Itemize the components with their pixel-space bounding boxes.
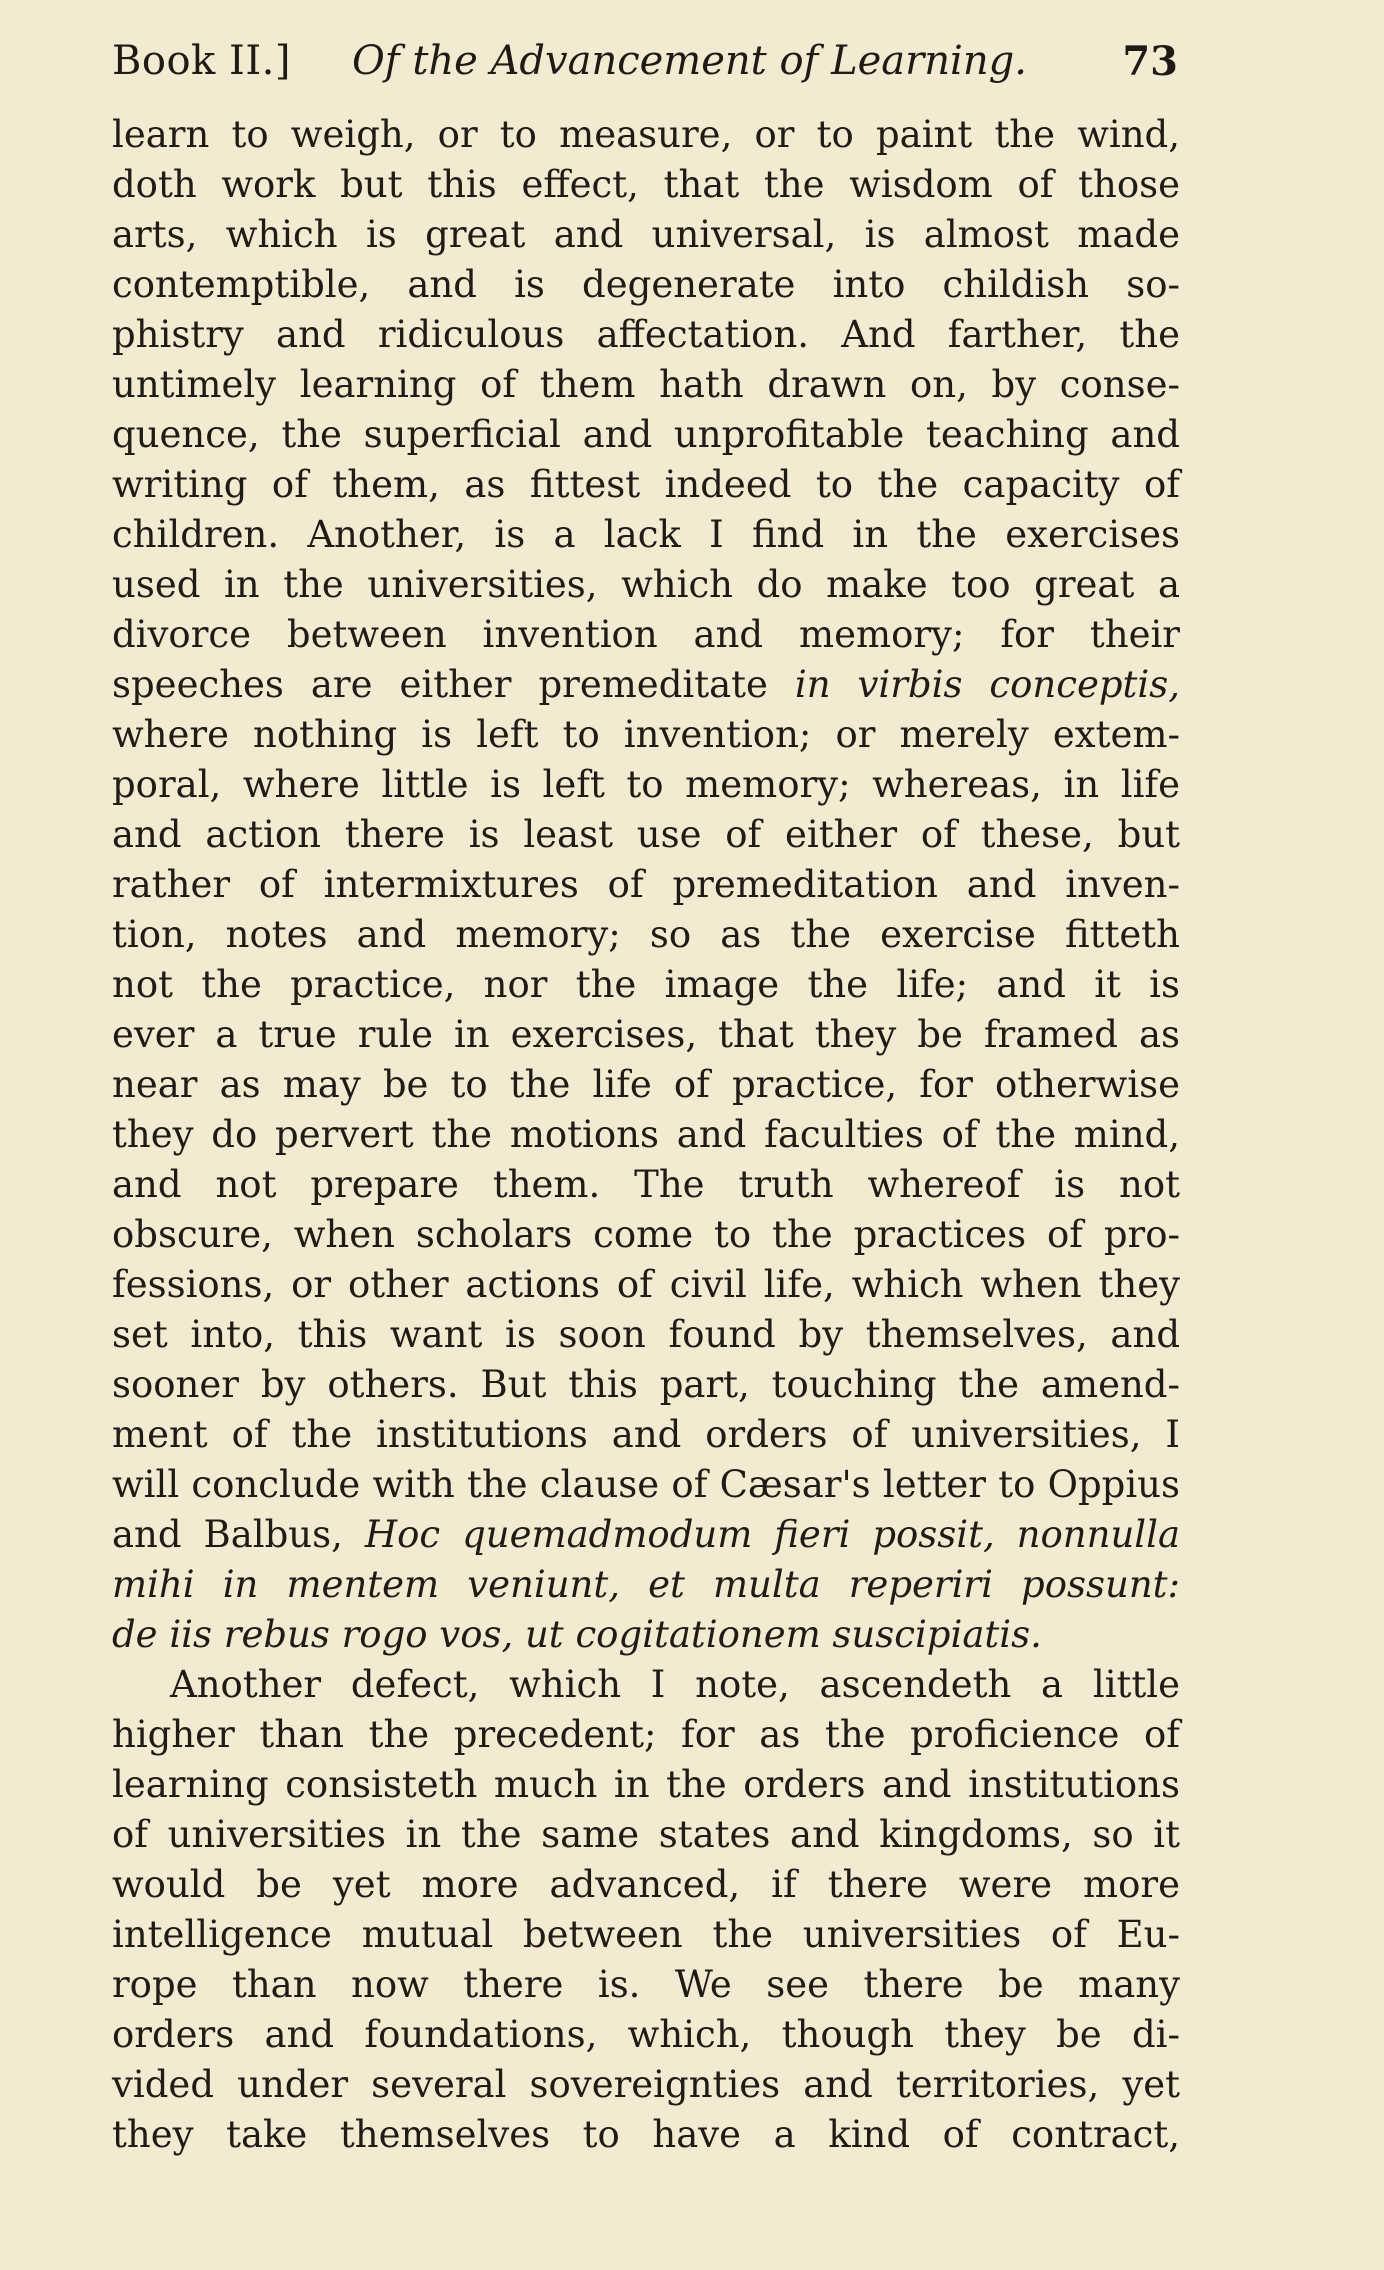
- text-line: poral, where little is left to memory; whereas, in life: [112, 763, 1180, 806]
- text-line: arts, which is great and universal, is almost made: [112, 213, 1180, 256]
- text-line: of universities in the same states and kingdoms, so it: [112, 1813, 1180, 1856]
- page-number: 73: [1122, 38, 1178, 85]
- text-line: ment of the institutions and orders of universities, I: [112, 1413, 1180, 1456]
- text-line: higher than the precedent; for as the proficience of: [112, 1713, 1180, 1756]
- roman-text: speeches are either premeditate: [112, 663, 795, 706]
- text-line: children. Another, is a lack I find in the exercises: [112, 513, 1180, 556]
- text-line: contemptible, and is degenerate into childish so-: [112, 263, 1180, 306]
- text-line: doth work but this effect, that the wisdom of those: [112, 163, 1180, 206]
- text-line: not the practice, nor the image the life; and it is: [112, 963, 1180, 1006]
- text-line: near as may be to the life of practice, for otherwise: [112, 1063, 1180, 1106]
- running-header: [112, 30, 1178, 100]
- text-line: used in the universities, which do make too great a: [112, 563, 1180, 606]
- latin-quotation: de iis rebus rogo vos, ut cogitationem suscipiatis.: [112, 1613, 1042, 1656]
- latin-quotation: in virbis conceptis,: [794, 663, 1180, 706]
- text-line: untimely learning of them hath drawn on, by conse-: [112, 363, 1180, 406]
- text-line: rope than now there is. We see there be many: [112, 1963, 1180, 2006]
- text-line: will conclude with the clause of Cæsar's letter to Oppius: [112, 1463, 1180, 1506]
- book-label: Book II.]: [112, 38, 291, 84]
- text-line: sooner by others. But this part, touching the amend-: [112, 1363, 1180, 1406]
- text-line: Another defect, which I note, ascendeth a little: [170, 1663, 1180, 1706]
- text-line: divorce between invention and memory; for their: [112, 613, 1180, 656]
- text-line: obscure, when scholars come to the practices of pro-: [112, 1213, 1180, 1256]
- text-line: [112, 660, 1180, 710]
- text-line: where nothing is left to invention; or merely extem-: [112, 713, 1180, 756]
- text-line: [112, 1610, 1180, 1660]
- text-line: set into, this want is soon found by themselves, and: [112, 1313, 1180, 1356]
- text-line: [112, 1510, 1180, 1560]
- roman-text: and Balbus,: [112, 1513, 365, 1556]
- body-text: [112, 110, 1180, 2160]
- text-line: vided under several sovereignties and territories, yet: [112, 2063, 1180, 2106]
- text-line: writing of them, as fittest indeed to the capacity of: [112, 463, 1180, 506]
- latin-quotation: mihi in mentem veniunt, et multa reperiri possunt:: [112, 1563, 1180, 1606]
- text-line: would be yet more advanced, if there were more: [112, 1863, 1180, 1906]
- running-title: Of the Advancement of Learning.: [352, 38, 1027, 84]
- text-line: fessions, or other actions of civil life, which when they: [112, 1263, 1180, 1306]
- text-line: orders and foundations, which, though they be di-: [112, 2013, 1180, 2056]
- text-line: phistry and ridiculous affectation. And farther, the: [112, 313, 1180, 356]
- text-line: they do pervert the motions and faculties of the mind,: [112, 1113, 1180, 1156]
- text-line: learn to weigh, or to measure, or to paint the wind,: [112, 113, 1180, 156]
- text-line: learning consisteth much in the orders and institutions: [112, 1763, 1180, 1806]
- text-line: rather of intermixtures of premeditation and inven-: [112, 863, 1180, 906]
- text-line: intelligence mutual between the universities of Eu-: [112, 1913, 1180, 1956]
- text-line: and action there is least use of either of these, but: [112, 813, 1180, 856]
- text-line: quence, the superficial and unprofitable teaching and: [112, 413, 1180, 456]
- text-line: and not prepare them. The truth whereof is not: [112, 1163, 1180, 1206]
- text-line: tion, notes and memory; so as the exercise fitteth: [112, 913, 1180, 956]
- text-line: ever a true rule in exercises, that they be framed as: [112, 1013, 1180, 1056]
- text-line: they take themselves to have a kind of contract,: [112, 2113, 1180, 2156]
- latin-quotation: Hoc quemadmodum fieri possit, nonnulla: [364, 1513, 1180, 1556]
- text-line: [112, 1560, 1180, 1610]
